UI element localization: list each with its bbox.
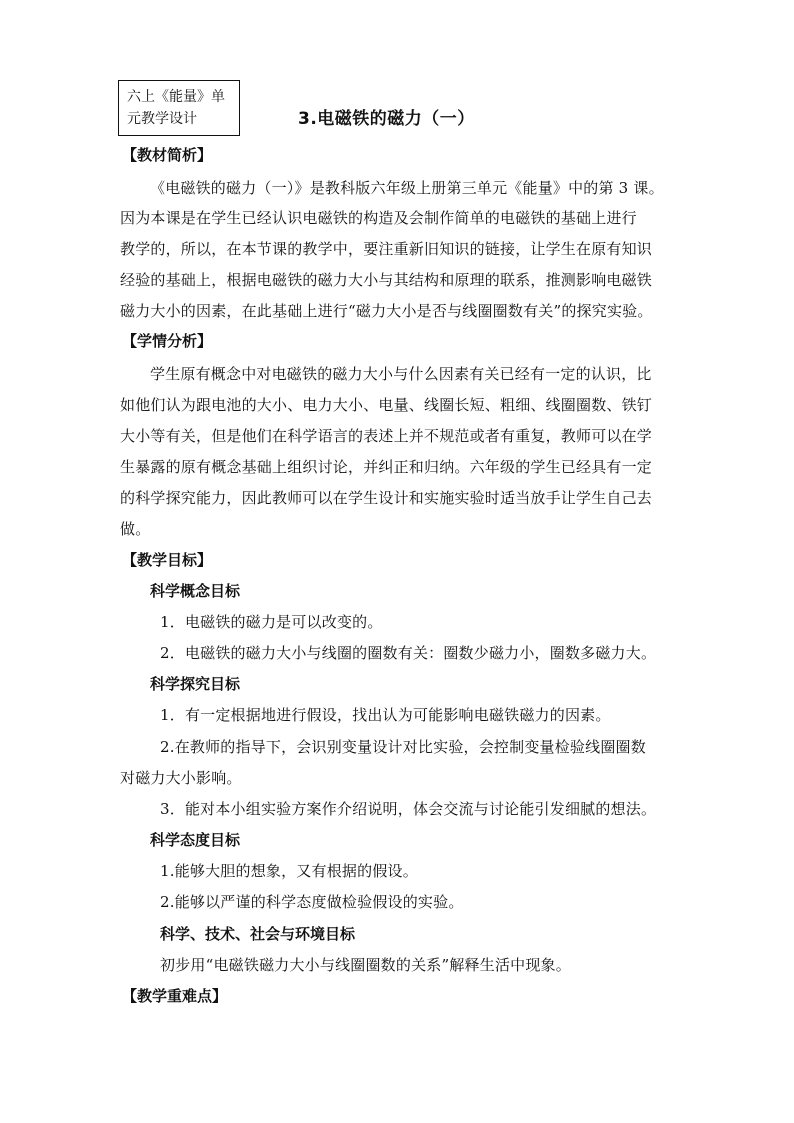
heading-teaching-goals: 【教学目标】 xyxy=(122,551,213,569)
subheading-stse-goals: 科学、技术、社会与环境目标 xyxy=(160,925,356,943)
inquiry-goal-1: 1．有一定根据地进行假设，找出认为可能影响电磁铁磁力的因素。 xyxy=(160,706,611,724)
textbook-line-4: 经验的基础上，根据电磁铁的磁力大小与其结构和原理的联系，推测影响电磁铁 xyxy=(120,271,653,289)
students-line-1: 学生原有概念中对电磁铁的磁力大小与什么因素有关已经有一定的认识，比 xyxy=(150,365,652,383)
inquiry-goal-3: 3．能对本小组实验方案作介绍说明，体会交流与讨论能引发细腻的想法。 xyxy=(160,800,657,818)
students-line-5: 的科学探究能力，因此教师可以在学生设计和实施实验时适当放手让学生自己去 xyxy=(120,489,653,507)
students-line-6: 做。 xyxy=(120,520,151,538)
students-line-3: 大小等有关，但是他们在科学语言的表述上并不规范或者有重复，教师可以在学 xyxy=(120,427,653,445)
inquiry-goal-2: 2.在教师的指导下，会识别变量设计对比实验，会控制变量检验线圈圈数 xyxy=(160,738,646,756)
unit-label-line-1: 六上《能量》单 xyxy=(127,89,225,105)
unit-label-line-2: 元教学设计 xyxy=(127,111,197,127)
stse-goal-1: 初步用“电磁铁磁力大小与线圈圈数的关系”解释生活中现象。 xyxy=(160,956,571,974)
subheading-concept-goals: 科学概念目标 xyxy=(150,582,241,600)
heading-textbook-analysis: 【教材简析】 xyxy=(122,146,213,164)
subheading-attitude-goals: 科学态度目标 xyxy=(150,831,241,849)
heading-key-points: 【教学重难点】 xyxy=(122,987,228,1005)
textbook-line-1: 《电磁铁的磁力（一）》是教科版六年级上册第三单元《能量》中的第 3 课。 xyxy=(150,179,664,197)
concept-goal-2: 2．电磁铁的磁力大小与线圈的圈数有关：圈数少磁力小，圈数多磁力大。 xyxy=(160,644,657,662)
attitude-goal-1: 1.能够大胆的想象，又有根据的假设。 xyxy=(160,862,418,880)
textbook-line-5: 磁力大小的因素，在此基础上进行“磁力大小是否与线圈圈数有关”的探究实验。 xyxy=(120,302,653,320)
students-line-4: 生暴露的原有概念基础上组织讨论，并纠正和归纳。六年级的学生已经具有一定 xyxy=(120,458,653,476)
heading-student-analysis: 【学情分析】 xyxy=(122,332,213,350)
lesson-title: 3.电磁铁的磁力（一） xyxy=(298,109,475,129)
concept-goal-1: 1．电磁铁的磁力是可以改变的。 xyxy=(160,613,383,631)
attitude-goal-2: 2.能够以严谨的科学态度做检验假设的实验。 xyxy=(160,893,464,911)
textbook-line-3: 教学的，所以，在本节课的教学中，要注重新旧知识的链接，让学生在原有知识 xyxy=(120,240,653,258)
textbook-line-2: 因为本课是在学生已经认识电磁铁的构造及会制作简单的电磁铁的基础上进行 xyxy=(120,209,637,227)
students-line-2: 如他们认为跟电池的大小、电力大小、电量、线圈长短、粗细、线圈圈数、铁钉 xyxy=(120,396,653,414)
subheading-inquiry-goals: 科学探究目标 xyxy=(150,675,241,693)
inquiry-goal-2-cont: 对磁力大小影响。 xyxy=(120,769,242,787)
unit-label-box xyxy=(118,80,240,136)
